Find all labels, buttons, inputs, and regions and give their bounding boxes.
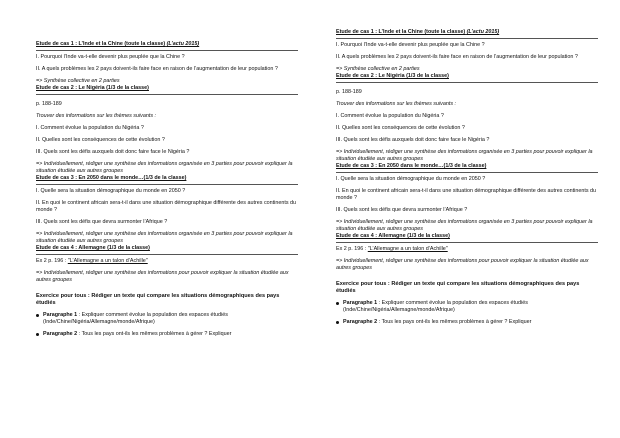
case2-task: => Individuellement, rédiger une synthèse des informations organisée en 3 parties pour pouvoir expliquer la situation étudiée aux autres groupes bbox=[36, 161, 293, 174]
case2-instruction: Trouver des informations sur les thèmes suivants : bbox=[336, 101, 457, 107]
divider bbox=[36, 94, 298, 95]
case4-title: Etude de cas 4 : Allemagne (1/3 de la classe) bbox=[336, 233, 450, 239]
case2-question-2: II. Quelles sont les conséquences de cette évolution ? bbox=[36, 137, 165, 143]
exercise-paragraph-2: Paragraphe 2 : Tous les pays ont-ils les mêmes problèmes à gérer ? Expliquer bbox=[336, 319, 598, 326]
divider bbox=[36, 184, 298, 185]
case2-question-1: I. Comment évolue la population du Nigéria ? bbox=[336, 113, 444, 119]
case3-title: Etude de cas 3 : En 2050 dans le monde…(1/3 de la classe) bbox=[336, 163, 487, 169]
divider bbox=[336, 242, 598, 243]
case1-synthesis: => Synthèse collective en 2 parties bbox=[336, 66, 420, 72]
case2-question-3: III. Quels sont les défis auxquels doit donc faire face le Nigéria ? bbox=[336, 137, 490, 143]
case1-question-1: I. Pourquoi l’Inde va-t-elle devenir plus peuplée que la Chine ? bbox=[36, 54, 185, 60]
case4-reference: Ex 2 p. 196 : "L’Allemagne a un talon d’Achille" bbox=[336, 246, 448, 252]
exercise-title: Exercice pour tous : Rédiger un texte qui compare les situations démographiques des pays étudiés bbox=[36, 293, 280, 306]
case3-question-1: I. Quelle sera la situation démographique du monde en 2050 ? bbox=[36, 188, 186, 194]
divider bbox=[336, 82, 598, 83]
case3-question-1: I. Quelle sera la situation démographique du monde en 2050 ? bbox=[336, 176, 486, 182]
case4-reference-link: "L’Allemagne a un talon d’Achille" bbox=[67, 258, 148, 264]
case4-task: => Individuellement, rédiger une synthèse des informations pour pouvoir expliquer la situation étudiée aux autres groupes bbox=[336, 258, 589, 271]
case4-reference: Ex 2 p. 196 : "L’Allemagne a un talon d’Achille" bbox=[36, 258, 148, 264]
case3-question-2: II. En quoi le continent africain sera-t-il dans une situation démographique différente des autres continents du monde ? bbox=[336, 188, 597, 201]
case1-question-2: II. A quels problèmes les 2 pays doivent-ils faire face en raison de l’augmentation de leur population ? bbox=[36, 66, 278, 72]
case1-title: Etude de cas 1 : L’Inde et la Chine (toute la classe) (L’actu 2015) bbox=[336, 29, 500, 35]
divider bbox=[36, 50, 298, 51]
case1-title: Etude de cas 1 : L’Inde et la Chine (toute la classe) (L’actu 2015) bbox=[36, 41, 200, 47]
worksheet-column-left bbox=[36, 41, 298, 338]
case2-task: => Individuellement, rédiger une synthèse des informations organisée en 3 parties pour pouvoir expliquer la situation étudiée aux autres groupes bbox=[336, 149, 593, 162]
case2-pages: p. 188-189 bbox=[36, 101, 62, 107]
divider bbox=[336, 38, 598, 39]
case4-task: => Individuellement, rédiger une synthèse des informations pour pouvoir expliquer la situation étudiée aux autres groupes bbox=[36, 270, 289, 283]
case2-title: Etude de cas 2 : Le Nigéria (1/3 de la classe) bbox=[336, 73, 449, 79]
case2-title: Etude de cas 2 : Le Nigéria (1/3 de la classe) bbox=[36, 85, 149, 91]
case3-task: => Individuellement, rédiger une synthèse des informations organisée en 3 parties pour pouvoir expliquer la situation étudiée aux autres groupes bbox=[336, 219, 593, 232]
case2-instruction: Trouver des informations sur les thèmes suivants : bbox=[36, 113, 157, 119]
case2-question-3: III. Quels sont les défis auxquels doit donc faire face le Nigéria ? bbox=[36, 149, 190, 155]
case2-question-1: I. Comment évolue la population du Nigéria ? bbox=[36, 125, 144, 131]
exercise-paragraph-1: Paragraphe 1 : Expliquer comment évolue la population des espaces étudiés (Inde/Chine/Nigéria/Allemagne/monde/Afrique) bbox=[36, 312, 298, 326]
case1-synthesis: => Synthèse collective en 2 parties bbox=[36, 78, 120, 84]
case1-question-2: II. A quels problèmes les 2 pays doivent-ils faire face en raison de l’augmentation de leur population ? bbox=[336, 54, 578, 60]
exercise-paragraph-1: Paragraphe 1 : Expliquer comment évolue la population des espaces étudiés (Inde/Chine/Nigéria/Allemagne/monde/Afrique) bbox=[336, 300, 598, 314]
exercise-paragraph-2: Paragraphe 2 : Tous les pays ont-ils les mêmes problèmes à gérer ? Expliquer bbox=[36, 331, 298, 338]
case2-question-2: II. Quelles sont les conséquences de cette évolution ? bbox=[336, 125, 465, 131]
worksheet-column-right bbox=[336, 29, 598, 326]
exercise-title: Exercice pour tous : Rédiger un texte qui compare les situations démographiques des pays étudiés bbox=[336, 281, 580, 294]
case3-question-3: III. Quels sont les défis que devra surmonter l’Afrique ? bbox=[336, 207, 468, 213]
case4-reference-link: "L’Allemagne a un talon d’Achille" bbox=[367, 246, 448, 252]
divider bbox=[336, 172, 598, 173]
case3-question-3: III. Quels sont les défis que devra surmonter l’Afrique ? bbox=[36, 219, 168, 225]
case3-task: => Individuellement, rédiger une synthèse des informations organisée en 3 parties pour pouvoir expliquer la situation étudiée aux autres groupes bbox=[36, 231, 293, 244]
case3-title: Etude de cas 3 : En 2050 dans le monde…(1/3 de la classe) bbox=[36, 175, 187, 181]
divider bbox=[36, 254, 298, 255]
case1-question-1: I. Pourquoi l’Inde va-t-elle devenir plus peuplée que la Chine ? bbox=[336, 42, 485, 48]
case4-title: Etude de cas 4 : Allemagne (1/3 de la classe) bbox=[36, 245, 150, 251]
case2-pages: p. 188-189 bbox=[336, 89, 362, 95]
case3-question-2: II. En quoi le continent africain sera-t-il dans une situation démographique différente des autres continents du monde ? bbox=[36, 200, 297, 213]
